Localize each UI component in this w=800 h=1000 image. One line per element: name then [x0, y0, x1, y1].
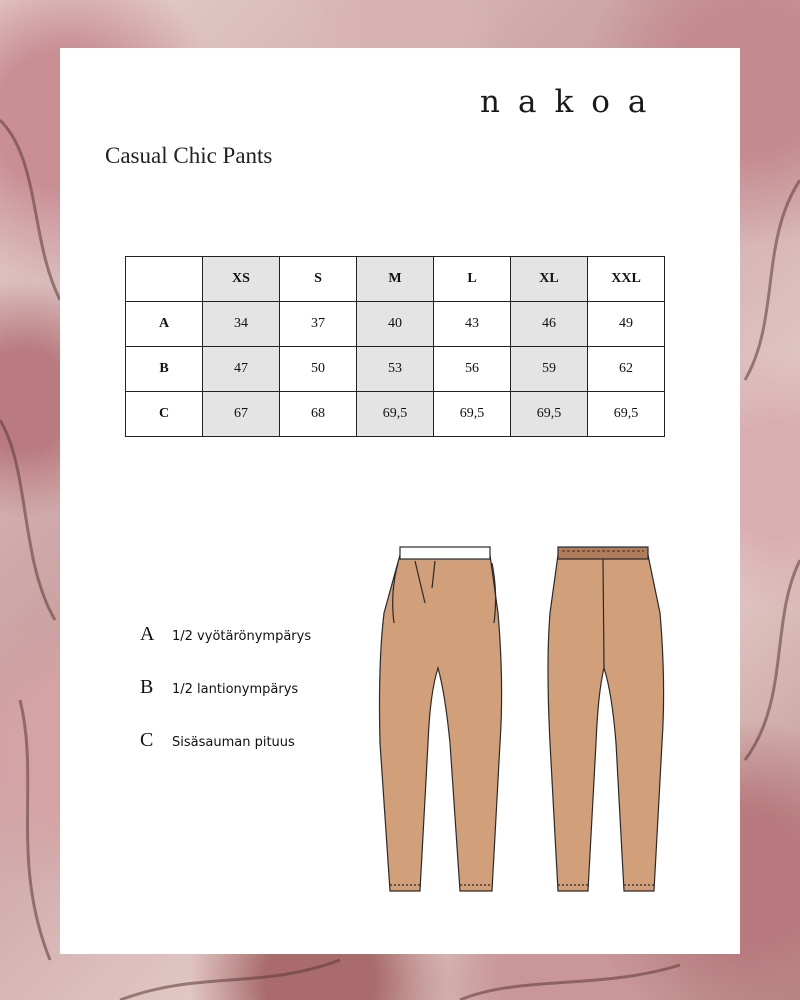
- pants-back-view: [548, 547, 664, 891]
- size-table: [125, 256, 665, 437]
- table-corner-cell: [126, 257, 203, 302]
- size-header: XS: [203, 257, 280, 302]
- product-title: Casual Chic Pants: [105, 143, 273, 168]
- table-cell: 53: [357, 347, 434, 392]
- table-cell: 46: [511, 302, 588, 347]
- size-header: XL: [511, 257, 588, 302]
- legend-item: [140, 729, 311, 782]
- brand-logo: nakoa: [480, 84, 665, 120]
- table-cell: 69,5: [588, 392, 665, 437]
- legend-item: [140, 676, 311, 729]
- table-row: [126, 392, 665, 437]
- table-cell: 62: [588, 347, 665, 392]
- table-cell: 40: [357, 302, 434, 347]
- table-row: [126, 347, 665, 392]
- measurement-legend: [140, 623, 311, 782]
- table-cell: 34: [203, 302, 280, 347]
- table-cell: 49: [588, 302, 665, 347]
- table-cell: 50: [280, 347, 357, 392]
- legend-text: 1/2 vyötärönympärys: [172, 629, 312, 644]
- row-label: C: [126, 392, 203, 437]
- size-chart-card: [60, 48, 740, 954]
- row-label: A: [126, 302, 203, 347]
- pants-illustration: [370, 543, 690, 903]
- table-cell: 67: [203, 392, 280, 437]
- table-cell: 43: [434, 302, 511, 347]
- legend-text: 1/2 lantionympärys: [172, 682, 299, 697]
- table-row: [126, 302, 665, 347]
- pants-front-view: [380, 547, 502, 891]
- table-cell: 59: [511, 347, 588, 392]
- size-header: L: [434, 257, 511, 302]
- table-cell: 68: [280, 392, 357, 437]
- table-cell: 69,5: [357, 392, 434, 437]
- table-cell: 69,5: [511, 392, 588, 437]
- size-header: XXL: [588, 257, 665, 302]
- legend-text: Sisäsauman pituus: [172, 735, 295, 750]
- legend-letter: B: [140, 676, 154, 698]
- table-cell: 56: [434, 347, 511, 392]
- table-cell: 37: [280, 302, 357, 347]
- size-header: M: [357, 257, 434, 302]
- legend-letter: A: [140, 623, 155, 645]
- legend-letter: C: [140, 729, 154, 751]
- legend-item: [140, 623, 311, 676]
- table-header-row: [126, 257, 665, 302]
- table-cell: 69,5: [434, 392, 511, 437]
- table-cell: 47: [203, 347, 280, 392]
- size-header: S: [280, 257, 357, 302]
- row-label: B: [126, 347, 203, 392]
